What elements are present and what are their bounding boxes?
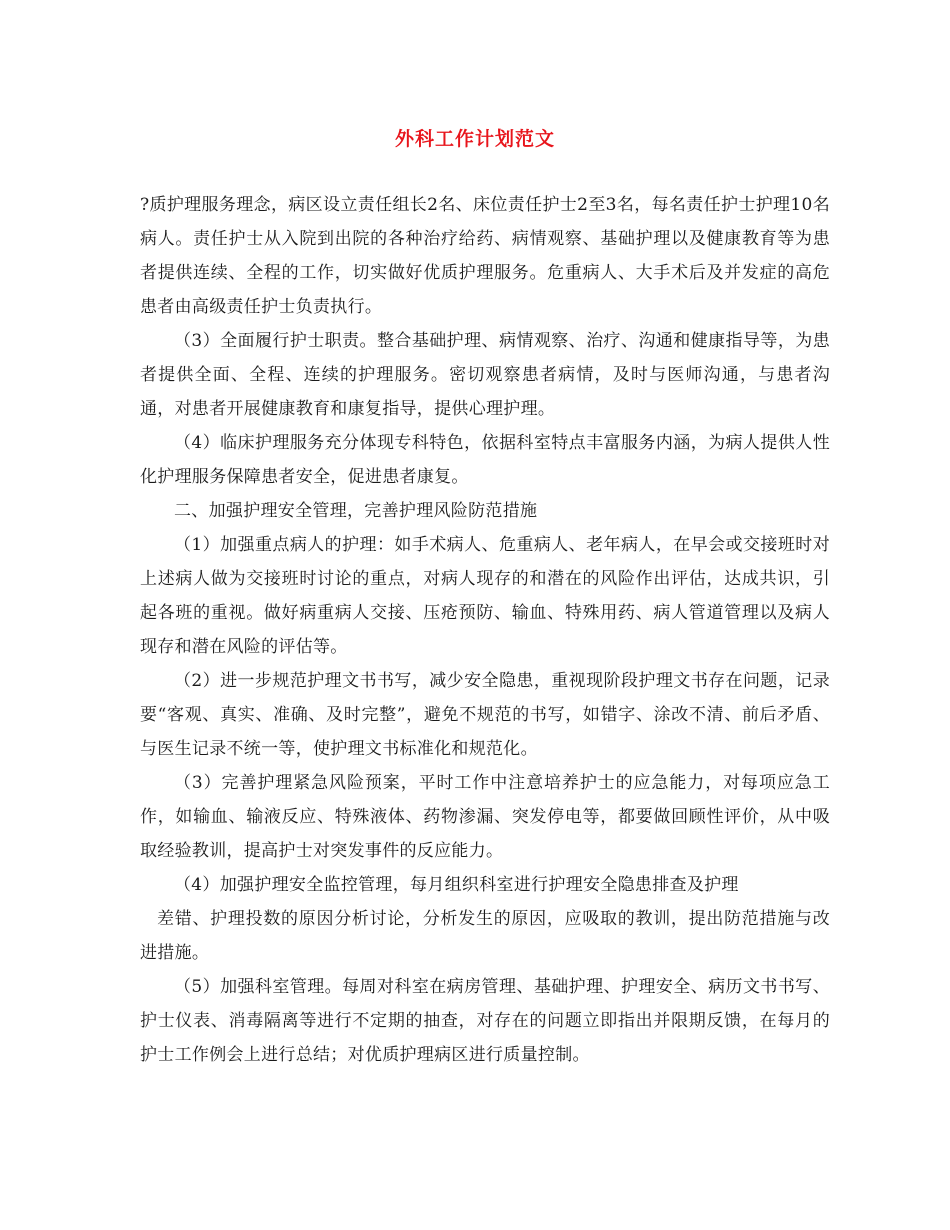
continuation-text: 差错、护理投数的原因分析讨论，分析发生的原因，应吸取的教训，提出防范措施与改进措施。: [140, 909, 830, 963]
paragraph-intro: ?质护理服务理念，病区设立责任组长2名、床位责任护士2至3名，每名责任护士护理10名病人。责任护士从入院到出院的各种治疗给药、病情观察、基础护理以及健康教育等为患者提供连续、全程的工作，切实做好优质护理服务。危重病人、大手术后及并发症的高危患者由高级责任护士负责执行。: [140, 195, 830, 317]
paragraph-item-5-management: （5）加强科室管理。每周对科室在病房管理、基础护理、护理安全、病历文书书写、护士仪表、消毒隔离等进行不定期的抽查，对存在的问题立即指出并限期反馈，在每月的护士工作例会上进行总结；对优质护理病区进行质量控制。: [140, 977, 830, 1065]
paragraph-item-4-specialty: （4）临床护理服务充分体现专科特色，依据科室特点丰富服务内涵，为病人提供人性化护理服务保障患者安全，促进患者康复。: [140, 433, 830, 487]
document-body: [140, 188, 830, 1072]
paragraph-item-1-key-patients: （1）加强重点病人的护理：如手术病人、危重病人、老年病人，在早会或交接班时对上述病人做为交接班时讨论的重点，对病人现存的和潜在的风险作出评估，达成共识，引起各班的重视。做好病重病人交接、压疮预防、输血、特殊用药、病人管道管理以及病人现存和潜在风险的评估等。: [140, 535, 830, 657]
paragraph-item-2-records: （2）进一步规范护理文书书写，减少安全隐患，重视现阶段护理文书存在问题，记录要“客观、真实、准确、及时完整”，避免不规范的书写，如错字、涂改不清、前后矛盾、与医生记录不统一等，使护理文书标准化和规范化。: [140, 671, 830, 759]
paragraph-item-3-duties: （3）全面履行护士职责。整合基础护理、病情观察、治疗、沟通和健康指导等，为患者提供全面、全程、连续的护理服务。密切观察患者病情，及时与医师沟通，与患者沟通，对患者开展健康教育和康复指导，提供心理护理。: [140, 331, 830, 419]
paragraph-item-4-monitoring: （4）加强护理安全监控管理，每月组织科室进行护理安全隐患排查及护理: [174, 875, 739, 895]
paragraph-item-4-continuation: [140, 902, 830, 970]
section-heading-safety: 二、加强护理安全管理，完善护理风险防范措施: [174, 501, 538, 521]
document-title: 外科工作计划范文: [394, 128, 555, 150]
paragraph-item-3-emergency: （3）完善护理紧急风险预案，平时工作中注意培养护士的应急能力，对每项应急工作，如输血、输液反应、特殊液体、药物渗漏、突发停电等，都要做回顾性评价，从中吸取经验教训，提高护士对突发事件的反应能力。: [140, 773, 830, 861]
